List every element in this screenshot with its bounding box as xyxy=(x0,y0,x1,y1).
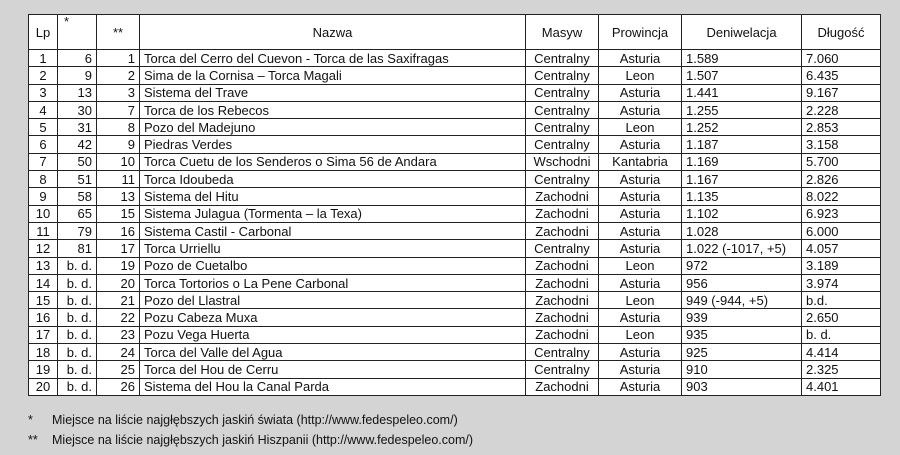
table-row xyxy=(29,101,881,118)
cell-deniwelacja: 1.028 xyxy=(682,222,802,239)
cell-spain-rank: 25 xyxy=(97,361,140,378)
cell-prowincja: Asturia xyxy=(599,222,682,239)
table-row xyxy=(29,222,881,239)
cell-masyw: Zachodni xyxy=(526,188,599,205)
cell-lp: 4 xyxy=(29,101,58,118)
cell-prowincja: Leon xyxy=(599,67,682,84)
cell-deniwelacja: 1.167 xyxy=(682,171,802,188)
cell-dlugosc: 2.650 xyxy=(802,309,881,326)
table-row xyxy=(29,188,881,205)
cell-world-rank: 30 xyxy=(58,101,97,118)
cell-deniwelacja: 1.252 xyxy=(682,119,802,136)
cell-lp: 16 xyxy=(29,309,58,326)
cell-deniwelacja: 939 xyxy=(682,309,802,326)
cell-deniwelacja: 972 xyxy=(682,257,802,274)
cell-dlugosc: 2.826 xyxy=(802,171,881,188)
cell-prowincja: Asturia xyxy=(599,361,682,378)
cell-dlugosc: 6.435 xyxy=(802,67,881,84)
cell-nazwa: Sistema Julagua (Tormenta – la Texa) xyxy=(140,205,526,222)
header-masyw: Masyw xyxy=(526,15,599,50)
cell-world-rank: b. d. xyxy=(58,344,97,361)
cell-dlugosc: 3.158 xyxy=(802,136,881,153)
footnotes xyxy=(28,410,473,450)
cell-prowincja: Asturia xyxy=(599,378,682,395)
cell-masyw: Zachodni xyxy=(526,326,599,343)
table-row xyxy=(29,136,881,153)
cell-prowincja: Asturia xyxy=(599,50,682,67)
cell-dlugosc: 8.022 xyxy=(802,188,881,205)
caves-table-container xyxy=(28,14,880,396)
footnote-mark: * xyxy=(28,413,33,427)
cell-dlugosc: 4.414 xyxy=(802,344,881,361)
cell-spain-rank: 22 xyxy=(97,309,140,326)
cell-world-rank: b. d. xyxy=(58,309,97,326)
table-row xyxy=(29,50,881,67)
cell-world-rank: 81 xyxy=(58,240,97,257)
cell-prowincja: Asturia xyxy=(599,84,682,101)
table-row xyxy=(29,361,881,378)
cell-dlugosc: 2.853 xyxy=(802,119,881,136)
cell-nazwa: Torca Idoubeda xyxy=(140,171,526,188)
cell-deniwelacja: 1.507 xyxy=(682,67,802,84)
cell-world-rank: b. d. xyxy=(58,326,97,343)
cell-dlugosc: 4.401 xyxy=(802,378,881,395)
table-row xyxy=(29,84,881,101)
footnote-text: Miejsce na liście najgłębszych jaskiń Hiszpanii (http://www.fedespeleo.com/) xyxy=(52,433,474,447)
cell-lp: 7 xyxy=(29,153,58,170)
cell-world-rank: 51 xyxy=(58,171,97,188)
cell-spain-rank: 19 xyxy=(97,257,140,274)
cell-lp: 9 xyxy=(29,188,58,205)
cell-nazwa: Piedras Verdes xyxy=(140,136,526,153)
cell-nazwa: Pozu Vega Huerta xyxy=(140,326,526,343)
table-row xyxy=(29,153,881,170)
caves-table xyxy=(28,14,881,396)
cell-nazwa: Sistema Castil - Carbonal xyxy=(140,222,526,239)
cell-lp: 18 xyxy=(29,344,58,361)
cell-nazwa: Sistema del Trave xyxy=(140,84,526,101)
cell-spain-rank: 15 xyxy=(97,205,140,222)
cell-masyw: Centralny xyxy=(526,240,599,257)
cell-world-rank: 31 xyxy=(58,119,97,136)
cell-world-rank: 58 xyxy=(58,188,97,205)
table-row xyxy=(29,67,881,84)
cell-prowincja: Asturia xyxy=(599,101,682,118)
cell-masyw: Centralny xyxy=(526,101,599,118)
cell-nazwa: Pozo del Llastral xyxy=(140,292,526,309)
cell-deniwelacja: 925 xyxy=(682,344,802,361)
table-row xyxy=(29,171,881,188)
cell-spain-rank: 13 xyxy=(97,188,140,205)
cell-deniwelacja: 1.441 xyxy=(682,84,802,101)
cell-prowincja: Asturia xyxy=(599,344,682,361)
footnote-mark: ** xyxy=(28,433,38,447)
cell-deniwelacja: 956 xyxy=(682,274,802,291)
cell-spain-rank: 3 xyxy=(97,84,140,101)
cell-nazwa: Sima de la Cornisa – Torca Magali xyxy=(140,67,526,84)
cell-deniwelacja: 1.102 xyxy=(682,205,802,222)
table-row xyxy=(29,240,881,257)
cell-masyw: Centralny xyxy=(526,67,599,84)
cell-masyw: Zachodni xyxy=(526,292,599,309)
cell-prowincja: Asturia xyxy=(599,171,682,188)
cell-deniwelacja: 1.135 xyxy=(682,188,802,205)
cell-spain-rank: 9 xyxy=(97,136,140,153)
cell-nazwa: Pozo del Madejuno xyxy=(140,119,526,136)
table-row xyxy=(29,292,881,309)
cell-masyw: Zachodni xyxy=(526,274,599,291)
cell-world-rank: 42 xyxy=(58,136,97,153)
header-deniwelacja: Deniwelacja xyxy=(682,15,802,50)
cell-spain-rank: 24 xyxy=(97,344,140,361)
cell-masyw: Centralny xyxy=(526,50,599,67)
cell-masyw: Wschodni xyxy=(526,153,599,170)
table-row xyxy=(29,274,881,291)
cell-lp: 13 xyxy=(29,257,58,274)
cell-nazwa: Torca Cuetu de los Senderos o Sima 56 de Andara xyxy=(140,153,526,170)
cell-nazwa: Pozu Cabeza Muxa xyxy=(140,309,526,326)
cell-world-rank: b. d. xyxy=(58,257,97,274)
cell-prowincja: Leon xyxy=(599,257,682,274)
table-body xyxy=(29,50,881,396)
cell-deniwelacja: 910 xyxy=(682,361,802,378)
cell-world-rank: 13 xyxy=(58,84,97,101)
cell-masyw: Zachodni xyxy=(526,378,599,395)
cell-world-rank: 6 xyxy=(58,50,97,67)
cell-spain-rank: 1 xyxy=(97,50,140,67)
table-row xyxy=(29,205,881,222)
cell-masyw: Centralny xyxy=(526,344,599,361)
table-row xyxy=(29,309,881,326)
cell-world-rank: 79 xyxy=(58,222,97,239)
cell-spain-rank: 8 xyxy=(97,119,140,136)
cell-prowincja: Asturia xyxy=(599,274,682,291)
table-row xyxy=(29,344,881,361)
cell-world-rank: b. d. xyxy=(58,378,97,395)
header-spain-rank: ** xyxy=(97,15,140,50)
cell-world-rank: 65 xyxy=(58,205,97,222)
cell-world-rank: 9 xyxy=(58,67,97,84)
cell-spain-rank: 2 xyxy=(97,67,140,84)
cell-nazwa: Torca del Hou de Cerru xyxy=(140,361,526,378)
cell-spain-rank: 7 xyxy=(97,101,140,118)
cell-lp: 14 xyxy=(29,274,58,291)
cell-nazwa: Pozo de Cuetalbo xyxy=(140,257,526,274)
cell-prowincja: Leon xyxy=(599,119,682,136)
cell-deniwelacja: 1.255 xyxy=(682,101,802,118)
cell-lp: 11 xyxy=(29,222,58,239)
cell-lp: 5 xyxy=(29,119,58,136)
cell-world-rank: b. d. xyxy=(58,274,97,291)
cell-deniwelacja: 1.187 xyxy=(682,136,802,153)
cell-dlugosc: 5.700 xyxy=(802,153,881,170)
cell-prowincja: Kantabria xyxy=(599,153,682,170)
cell-masyw: Centralny xyxy=(526,136,599,153)
header-world-rank: * xyxy=(58,15,97,50)
cell-nazwa: Sistema del Hou la Canal Parda xyxy=(140,378,526,395)
table-row xyxy=(29,326,881,343)
cell-lp: 19 xyxy=(29,361,58,378)
header-nazwa: Nazwa xyxy=(140,15,526,50)
cell-prowincja: Asturia xyxy=(599,240,682,257)
cell-dlugosc: 9.167 xyxy=(802,84,881,101)
cell-masyw: Zachodni xyxy=(526,205,599,222)
cell-spain-rank: 21 xyxy=(97,292,140,309)
cell-nazwa: Torca Urriellu xyxy=(140,240,526,257)
cell-deniwelacja: 903 xyxy=(682,378,802,395)
cell-world-rank: b. d. xyxy=(58,292,97,309)
cell-lp: 20 xyxy=(29,378,58,395)
cell-deniwelacja: 935 xyxy=(682,326,802,343)
cell-lp: 10 xyxy=(29,205,58,222)
cell-spain-rank: 11 xyxy=(97,171,140,188)
cell-prowincja: Asturia xyxy=(599,136,682,153)
cell-dlugosc: b. d. xyxy=(802,326,881,343)
cell-prowincja: Leon xyxy=(599,326,682,343)
cell-spain-rank: 26 xyxy=(97,378,140,395)
cell-prowincja: Asturia xyxy=(599,188,682,205)
footnote xyxy=(28,430,473,450)
cell-spain-rank: 20 xyxy=(97,274,140,291)
cell-dlugosc: 7.060 xyxy=(802,50,881,67)
cell-masyw: Centralny xyxy=(526,84,599,101)
table-row xyxy=(29,378,881,395)
cell-dlugosc: b.d. xyxy=(802,292,881,309)
cell-deniwelacja: 1.589 xyxy=(682,50,802,67)
cell-masyw: Centralny xyxy=(526,171,599,188)
header-lp: Lp xyxy=(29,15,58,50)
cell-lp: 12 xyxy=(29,240,58,257)
cell-dlugosc: 4.057 xyxy=(802,240,881,257)
cell-lp: 6 xyxy=(29,136,58,153)
cell-deniwelacja: 1.169 xyxy=(682,153,802,170)
cell-lp: 3 xyxy=(29,84,58,101)
cell-prowincja: Asturia xyxy=(599,309,682,326)
table-row xyxy=(29,119,881,136)
cell-dlugosc: 2.228 xyxy=(802,101,881,118)
cell-lp: 15 xyxy=(29,292,58,309)
cell-lp: 8 xyxy=(29,171,58,188)
cell-dlugosc: 3.974 xyxy=(802,274,881,291)
cell-masyw: Zachodni xyxy=(526,257,599,274)
cell-spain-rank: 17 xyxy=(97,240,140,257)
cell-nazwa: Torca Tortorios o La Pene Carbonal xyxy=(140,274,526,291)
cell-spain-rank: 10 xyxy=(97,153,140,170)
cell-lp: 2 xyxy=(29,67,58,84)
footnote-text: Miejsce na liście najgłębszych jaskiń świata (http://www.fedespeleo.com/) xyxy=(52,413,458,427)
cell-dlugosc: 3.189 xyxy=(802,257,881,274)
cell-masyw: Centralny xyxy=(526,119,599,136)
cell-dlugosc: 6.923 xyxy=(802,205,881,222)
cell-nazwa: Torca del Valle del Agua xyxy=(140,344,526,361)
header-prowincja: Prowincja xyxy=(599,15,682,50)
footnote xyxy=(28,410,473,430)
cell-spain-rank: 16 xyxy=(97,222,140,239)
cell-dlugosc: 2.325 xyxy=(802,361,881,378)
cell-nazwa: Sistema del Hitu xyxy=(140,188,526,205)
cell-nazwa: Torca de los Rebecos xyxy=(140,101,526,118)
cell-prowincja: Asturia xyxy=(599,205,682,222)
table-row xyxy=(29,257,881,274)
cell-dlugosc: 6.000 xyxy=(802,222,881,239)
cell-lp: 1 xyxy=(29,50,58,67)
table-header-row xyxy=(29,15,881,50)
cell-lp: 17 xyxy=(29,326,58,343)
cell-masyw: Centralny xyxy=(526,361,599,378)
cell-prowincja: Leon xyxy=(599,292,682,309)
cell-deniwelacja: 949 (-944, +5) xyxy=(682,292,802,309)
cell-nazwa: Torca del Cerro del Cuevon - Torca de las Saxifragas xyxy=(140,50,526,67)
cell-world-rank: b. d. xyxy=(58,361,97,378)
cell-masyw: Zachodni xyxy=(526,309,599,326)
cell-spain-rank: 23 xyxy=(97,326,140,343)
cell-deniwelacja: 1.022 (-1017, +5) xyxy=(682,240,802,257)
header-dlugosc: Długość xyxy=(802,15,881,50)
cell-masyw: Zachodni xyxy=(526,222,599,239)
cell-world-rank: 50 xyxy=(58,153,97,170)
